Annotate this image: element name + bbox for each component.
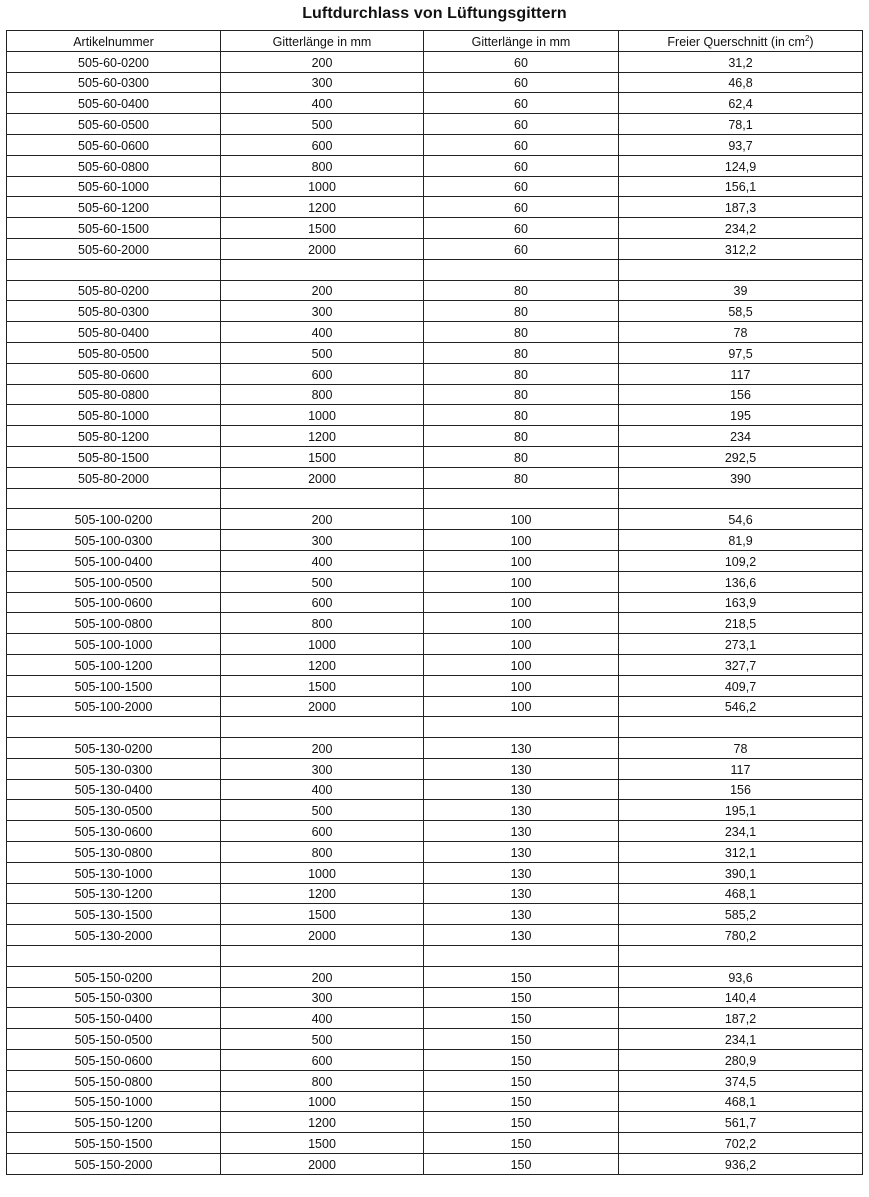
- table-row: [7, 842, 863, 863]
- cell-artikelnummer: 505-80-0600: [7, 363, 221, 384]
- table-row: [7, 384, 863, 405]
- cell-freier-querschnitt: 93,7: [619, 134, 863, 155]
- cell-freier-querschnitt: 117: [619, 758, 863, 779]
- table-row: [7, 363, 863, 384]
- table-row: [7, 93, 863, 114]
- table-row: [7, 821, 863, 842]
- cell-gitterlaenge-1: 1200: [221, 1112, 424, 1133]
- cell-artikelnummer: 505-80-0300: [7, 301, 221, 322]
- cell-gitterlaenge-2: 80: [424, 426, 619, 447]
- cell-artikelnummer: 505-130-0600: [7, 821, 221, 842]
- cell-gitterlaenge-1: 500: [221, 114, 424, 135]
- table-row: [7, 800, 863, 821]
- cell-freier-querschnitt: 374,5: [619, 1070, 863, 1091]
- cell-artikelnummer: 505-80-0400: [7, 322, 221, 343]
- cell-gitterlaenge-2: 60: [424, 218, 619, 239]
- header-querschnitt-sup: 2: [804, 33, 810, 43]
- cell-gitterlaenge-2: 130: [424, 842, 619, 863]
- empty-cell: [221, 488, 424, 509]
- cell-gitterlaenge-2: 100: [424, 675, 619, 696]
- table-row: [7, 1050, 863, 1071]
- cell-freier-querschnitt: 109,2: [619, 550, 863, 571]
- cell-artikelnummer: 505-60-1500: [7, 218, 221, 239]
- cell-gitterlaenge-1: 1000: [221, 176, 424, 197]
- cell-gitterlaenge-2: 150: [424, 1029, 619, 1050]
- cell-artikelnummer: 505-80-0500: [7, 342, 221, 363]
- cell-artikelnummer: 505-100-0800: [7, 613, 221, 634]
- cell-freier-querschnitt: 156: [619, 384, 863, 405]
- cell-gitterlaenge-1: 400: [221, 93, 424, 114]
- cell-gitterlaenge-1: 600: [221, 592, 424, 613]
- table-row: [7, 779, 863, 800]
- cell-gitterlaenge-1: 1200: [221, 654, 424, 675]
- table-row: [7, 1133, 863, 1154]
- cell-gitterlaenge-2: 80: [424, 301, 619, 322]
- cell-artikelnummer: 505-150-0500: [7, 1029, 221, 1050]
- cell-artikelnummer: 505-100-1000: [7, 634, 221, 655]
- cell-gitterlaenge-1: 300: [221, 301, 424, 322]
- cell-gitterlaenge-1: 200: [221, 280, 424, 301]
- cell-gitterlaenge-2: 130: [424, 779, 619, 800]
- cell-artikelnummer: 505-100-0600: [7, 592, 221, 613]
- cell-artikelnummer: 505-150-1500: [7, 1133, 221, 1154]
- table-row: [7, 1091, 863, 1112]
- cell-artikelnummer: 505-60-0200: [7, 51, 221, 72]
- cell-gitterlaenge-2: 150: [424, 1070, 619, 1091]
- table-row: [7, 883, 863, 904]
- table-row: [7, 613, 863, 634]
- table-row: [7, 467, 863, 488]
- cell-freier-querschnitt: 585,2: [619, 904, 863, 925]
- table-row: [7, 197, 863, 218]
- cell-freier-querschnitt: 140,4: [619, 987, 863, 1008]
- cell-gitterlaenge-2: 150: [424, 1133, 619, 1154]
- empty-cell: [619, 717, 863, 738]
- cell-gitterlaenge-1: 1500: [221, 675, 424, 696]
- table-row: [7, 1070, 863, 1091]
- table-row: [7, 405, 863, 426]
- cell-gitterlaenge-2: 150: [424, 966, 619, 987]
- table-row: [7, 155, 863, 176]
- cell-gitterlaenge-1: 200: [221, 51, 424, 72]
- cell-gitterlaenge-2: 80: [424, 384, 619, 405]
- cell-artikelnummer: 505-150-0800: [7, 1070, 221, 1091]
- cell-artikelnummer: 505-150-0600: [7, 1050, 221, 1071]
- cell-freier-querschnitt: 58,5: [619, 301, 863, 322]
- cell-gitterlaenge-1: 300: [221, 72, 424, 93]
- cell-gitterlaenge-1: 400: [221, 550, 424, 571]
- cell-gitterlaenge-1: 1500: [221, 218, 424, 239]
- cell-gitterlaenge-2: 100: [424, 654, 619, 675]
- table-row: [7, 1029, 863, 1050]
- table-row: [7, 280, 863, 301]
- cell-gitterlaenge-2: 130: [424, 800, 619, 821]
- table-row: [7, 238, 863, 259]
- cell-freier-querschnitt: 312,2: [619, 238, 863, 259]
- cell-freier-querschnitt: 468,1: [619, 1091, 863, 1112]
- table-row: [7, 342, 863, 363]
- cell-gitterlaenge-1: 800: [221, 1070, 424, 1091]
- header-querschnitt-close: ): [809, 34, 814, 49]
- cell-gitterlaenge-1: 300: [221, 987, 424, 1008]
- empty-cell: [619, 488, 863, 509]
- empty-cell: [221, 946, 424, 967]
- cell-gitterlaenge-2: 60: [424, 134, 619, 155]
- cell-artikelnummer: 505-150-1200: [7, 1112, 221, 1133]
- cell-artikelnummer: 505-130-0800: [7, 842, 221, 863]
- cell-artikelnummer: 505-130-2000: [7, 925, 221, 946]
- cell-gitterlaenge-1: 500: [221, 571, 424, 592]
- cell-freier-querschnitt: 218,5: [619, 613, 863, 634]
- cell-gitterlaenge-2: 60: [424, 72, 619, 93]
- table-row: [7, 72, 863, 93]
- table-row: [7, 218, 863, 239]
- table-row: [7, 571, 863, 592]
- cell-gitterlaenge-1: 800: [221, 384, 424, 405]
- cell-freier-querschnitt: 234: [619, 426, 863, 447]
- cell-gitterlaenge-2: 150: [424, 1008, 619, 1029]
- cell-gitterlaenge-1: 1000: [221, 862, 424, 883]
- airflow-table: [6, 30, 863, 1175]
- cell-gitterlaenge-2: 130: [424, 883, 619, 904]
- cell-gitterlaenge-2: 60: [424, 238, 619, 259]
- cell-freier-querschnitt: 124,9: [619, 155, 863, 176]
- table-row: [7, 176, 863, 197]
- cell-gitterlaenge-2: 80: [424, 280, 619, 301]
- empty-cell: [424, 488, 619, 509]
- cell-artikelnummer: 505-80-0800: [7, 384, 221, 405]
- cell-artikelnummer: 505-80-0200: [7, 280, 221, 301]
- cell-artikelnummer: 505-150-1000: [7, 1091, 221, 1112]
- cell-gitterlaenge-1: 400: [221, 779, 424, 800]
- cell-gitterlaenge-1: 2000: [221, 696, 424, 717]
- cell-freier-querschnitt: 234,2: [619, 218, 863, 239]
- cell-artikelnummer: 505-100-1500: [7, 675, 221, 696]
- cell-artikelnummer: 505-80-1200: [7, 426, 221, 447]
- cell-artikelnummer: 505-150-0400: [7, 1008, 221, 1029]
- cell-artikelnummer: 505-150-2000: [7, 1154, 221, 1175]
- cell-gitterlaenge-2: 130: [424, 758, 619, 779]
- cell-artikelnummer: 505-80-2000: [7, 467, 221, 488]
- table-row: [7, 426, 863, 447]
- cell-freier-querschnitt: 93,6: [619, 966, 863, 987]
- cell-gitterlaenge-1: 1200: [221, 426, 424, 447]
- cell-freier-querschnitt: 54,6: [619, 509, 863, 530]
- table-row: [7, 1112, 863, 1133]
- cell-freier-querschnitt: 561,7: [619, 1112, 863, 1133]
- cell-gitterlaenge-1: 200: [221, 738, 424, 759]
- cell-artikelnummer: 505-60-0800: [7, 155, 221, 176]
- cell-gitterlaenge-1: 1500: [221, 446, 424, 467]
- spacer-row: [7, 488, 863, 509]
- cell-artikelnummer: 505-130-0300: [7, 758, 221, 779]
- cell-gitterlaenge-2: 100: [424, 592, 619, 613]
- cell-gitterlaenge-2: 130: [424, 738, 619, 759]
- cell-gitterlaenge-1: 600: [221, 821, 424, 842]
- table-row: [7, 987, 863, 1008]
- cell-freier-querschnitt: 468,1: [619, 883, 863, 904]
- cell-freier-querschnitt: 195,1: [619, 800, 863, 821]
- table-row: [7, 634, 863, 655]
- cell-artikelnummer: 505-100-0200: [7, 509, 221, 530]
- cell-gitterlaenge-1: 200: [221, 509, 424, 530]
- cell-artikelnummer: 505-60-0300: [7, 72, 221, 93]
- cell-artikelnummer: 505-130-0200: [7, 738, 221, 759]
- cell-gitterlaenge-2: 130: [424, 925, 619, 946]
- table-row: [7, 904, 863, 925]
- cell-freier-querschnitt: 546,2: [619, 696, 863, 717]
- cell-gitterlaenge-1: 1000: [221, 405, 424, 426]
- cell-freier-querschnitt: 702,2: [619, 1133, 863, 1154]
- cell-gitterlaenge-2: 150: [424, 1112, 619, 1133]
- table-row: [7, 592, 863, 613]
- empty-cell: [619, 259, 863, 280]
- cell-gitterlaenge-1: 1500: [221, 904, 424, 925]
- cell-freier-querschnitt: 156,1: [619, 176, 863, 197]
- cell-artikelnummer: 505-150-0200: [7, 966, 221, 987]
- cell-artikelnummer: 505-100-2000: [7, 696, 221, 717]
- cell-artikelnummer: 505-130-1200: [7, 883, 221, 904]
- cell-gitterlaenge-2: 100: [424, 696, 619, 717]
- cell-gitterlaenge-1: 800: [221, 155, 424, 176]
- header-artikelnummer: Artikelnummer: [7, 31, 221, 52]
- cell-artikelnummer: 505-60-1200: [7, 197, 221, 218]
- table-row: [7, 51, 863, 72]
- cell-gitterlaenge-1: 1000: [221, 1091, 424, 1112]
- table-row: [7, 862, 863, 883]
- cell-gitterlaenge-2: 60: [424, 93, 619, 114]
- empty-cell: [7, 488, 221, 509]
- empty-cell: [424, 259, 619, 280]
- cell-gitterlaenge-2: 80: [424, 363, 619, 384]
- cell-gitterlaenge-2: 100: [424, 550, 619, 571]
- cell-freier-querschnitt: 46,8: [619, 72, 863, 93]
- cell-freier-querschnitt: 327,7: [619, 654, 863, 675]
- spacer-row: [7, 717, 863, 738]
- cell-freier-querschnitt: 39: [619, 280, 863, 301]
- table-row: [7, 654, 863, 675]
- cell-freier-querschnitt: 163,9: [619, 592, 863, 613]
- cell-gitterlaenge-1: 300: [221, 758, 424, 779]
- spacer-row: [7, 946, 863, 967]
- cell-artikelnummer: 505-100-0300: [7, 530, 221, 551]
- cell-gitterlaenge-2: 100: [424, 571, 619, 592]
- empty-cell: [424, 717, 619, 738]
- cell-gitterlaenge-1: 500: [221, 800, 424, 821]
- cell-artikelnummer: 505-130-0400: [7, 779, 221, 800]
- table-row: [7, 1008, 863, 1029]
- cell-gitterlaenge-1: 1000: [221, 634, 424, 655]
- empty-cell: [424, 946, 619, 967]
- table-row: [7, 675, 863, 696]
- cell-freier-querschnitt: 780,2: [619, 925, 863, 946]
- table-row: [7, 301, 863, 322]
- cell-gitterlaenge-2: 80: [424, 446, 619, 467]
- cell-freier-querschnitt: 81,9: [619, 530, 863, 551]
- header-querschnitt-text: Freier Querschnitt (in cm: [667, 34, 805, 49]
- cell-gitterlaenge-1: 2000: [221, 925, 424, 946]
- table-row: [7, 509, 863, 530]
- table-row: [7, 446, 863, 467]
- cell-gitterlaenge-2: 80: [424, 467, 619, 488]
- header-freier-querschnitt: [619, 31, 863, 52]
- cell-gitterlaenge-2: 60: [424, 155, 619, 176]
- cell-gitterlaenge-1: 300: [221, 530, 424, 551]
- cell-freier-querschnitt: 409,7: [619, 675, 863, 696]
- table-header-row: [7, 31, 863, 52]
- cell-freier-querschnitt: 62,4: [619, 93, 863, 114]
- cell-artikelnummer: 505-60-0400: [7, 93, 221, 114]
- cell-artikelnummer: 505-100-0400: [7, 550, 221, 571]
- table-row: [7, 696, 863, 717]
- cell-gitterlaenge-2: 80: [424, 342, 619, 363]
- cell-gitterlaenge-2: 80: [424, 405, 619, 426]
- cell-gitterlaenge-2: 130: [424, 862, 619, 883]
- cell-freier-querschnitt: 187,2: [619, 1008, 863, 1029]
- cell-freier-querschnitt: 312,1: [619, 842, 863, 863]
- cell-gitterlaenge-2: 100: [424, 530, 619, 551]
- header-gitterlaenge-1: Gitterlänge in mm: [221, 31, 424, 52]
- cell-freier-querschnitt: 78: [619, 738, 863, 759]
- table-row: [7, 925, 863, 946]
- cell-gitterlaenge-1: 2000: [221, 467, 424, 488]
- header-gitterlaenge-2: Gitterlänge in mm: [424, 31, 619, 52]
- table-row: [7, 530, 863, 551]
- cell-gitterlaenge-1: 600: [221, 363, 424, 384]
- empty-cell: [221, 259, 424, 280]
- cell-gitterlaenge-2: 60: [424, 51, 619, 72]
- cell-freier-querschnitt: 234,1: [619, 1029, 863, 1050]
- cell-gitterlaenge-2: 130: [424, 904, 619, 925]
- cell-gitterlaenge-2: 150: [424, 987, 619, 1008]
- cell-artikelnummer: 505-60-0500: [7, 114, 221, 135]
- cell-gitterlaenge-2: 60: [424, 114, 619, 135]
- cell-gitterlaenge-1: 600: [221, 1050, 424, 1071]
- cell-freier-querschnitt: 390,1: [619, 862, 863, 883]
- cell-gitterlaenge-1: 2000: [221, 1154, 424, 1175]
- cell-freier-querschnitt: 195: [619, 405, 863, 426]
- table-row: [7, 966, 863, 987]
- cell-artikelnummer: 505-60-2000: [7, 238, 221, 259]
- cell-freier-querschnitt: 187,3: [619, 197, 863, 218]
- cell-gitterlaenge-2: 100: [424, 634, 619, 655]
- cell-gitterlaenge-2: 150: [424, 1154, 619, 1175]
- table-row: [7, 134, 863, 155]
- cell-artikelnummer: 505-100-0500: [7, 571, 221, 592]
- cell-freier-querschnitt: 78,1: [619, 114, 863, 135]
- cell-gitterlaenge-1: 1200: [221, 197, 424, 218]
- cell-freier-querschnitt: 156: [619, 779, 863, 800]
- cell-artikelnummer: 505-130-1500: [7, 904, 221, 925]
- cell-gitterlaenge-2: 100: [424, 613, 619, 634]
- cell-gitterlaenge-2: 130: [424, 821, 619, 842]
- cell-artikelnummer: 505-60-1000: [7, 176, 221, 197]
- table-row: [7, 1154, 863, 1175]
- empty-cell: [619, 946, 863, 967]
- cell-artikelnummer: 505-80-1500: [7, 446, 221, 467]
- cell-artikelnummer: 505-150-0300: [7, 987, 221, 1008]
- cell-artikelnummer: 505-60-0600: [7, 134, 221, 155]
- table-row: [7, 550, 863, 571]
- cell-freier-querschnitt: 97,5: [619, 342, 863, 363]
- empty-cell: [7, 259, 221, 280]
- cell-gitterlaenge-2: 60: [424, 176, 619, 197]
- cell-freier-querschnitt: 273,1: [619, 634, 863, 655]
- cell-freier-querschnitt: 31,2: [619, 51, 863, 72]
- cell-gitterlaenge-2: 60: [424, 197, 619, 218]
- cell-artikelnummer: 505-130-0500: [7, 800, 221, 821]
- cell-freier-querschnitt: 78: [619, 322, 863, 343]
- cell-gitterlaenge-1: 2000: [221, 238, 424, 259]
- cell-artikelnummer: 505-80-1000: [7, 405, 221, 426]
- cell-gitterlaenge-1: 1200: [221, 883, 424, 904]
- cell-freier-querschnitt: 136,6: [619, 571, 863, 592]
- cell-gitterlaenge-1: 800: [221, 842, 424, 863]
- cell-freier-querschnitt: 292,5: [619, 446, 863, 467]
- table-row: [7, 738, 863, 759]
- page-title: Luftdurchlass von Lüftungsgittern: [302, 5, 567, 22]
- cell-gitterlaenge-1: 400: [221, 322, 424, 343]
- cell-freier-querschnitt: 234,1: [619, 821, 863, 842]
- cell-gitterlaenge-1: 400: [221, 1008, 424, 1029]
- cell-gitterlaenge-1: 500: [221, 342, 424, 363]
- cell-artikelnummer: 505-100-1200: [7, 654, 221, 675]
- table-row: [7, 322, 863, 343]
- cell-gitterlaenge-2: 100: [424, 509, 619, 530]
- cell-gitterlaenge-1: 200: [221, 966, 424, 987]
- cell-gitterlaenge-2: 150: [424, 1091, 619, 1112]
- cell-gitterlaenge-1: 800: [221, 613, 424, 634]
- spacer-row: [7, 259, 863, 280]
- cell-freier-querschnitt: 117: [619, 363, 863, 384]
- cell-freier-querschnitt: 936,2: [619, 1154, 863, 1175]
- cell-gitterlaenge-1: 1500: [221, 1133, 424, 1154]
- table-row: [7, 758, 863, 779]
- empty-cell: [7, 717, 221, 738]
- table-body: [7, 51, 863, 1174]
- cell-freier-querschnitt: 280,9: [619, 1050, 863, 1071]
- cell-gitterlaenge-1: 600: [221, 134, 424, 155]
- cell-gitterlaenge-2: 80: [424, 322, 619, 343]
- table-row: [7, 114, 863, 135]
- empty-cell: [7, 946, 221, 967]
- cell-freier-querschnitt: 390: [619, 467, 863, 488]
- cell-gitterlaenge-1: 500: [221, 1029, 424, 1050]
- empty-cell: [221, 717, 424, 738]
- cell-artikelnummer: 505-130-1000: [7, 862, 221, 883]
- cell-gitterlaenge-2: 150: [424, 1050, 619, 1071]
